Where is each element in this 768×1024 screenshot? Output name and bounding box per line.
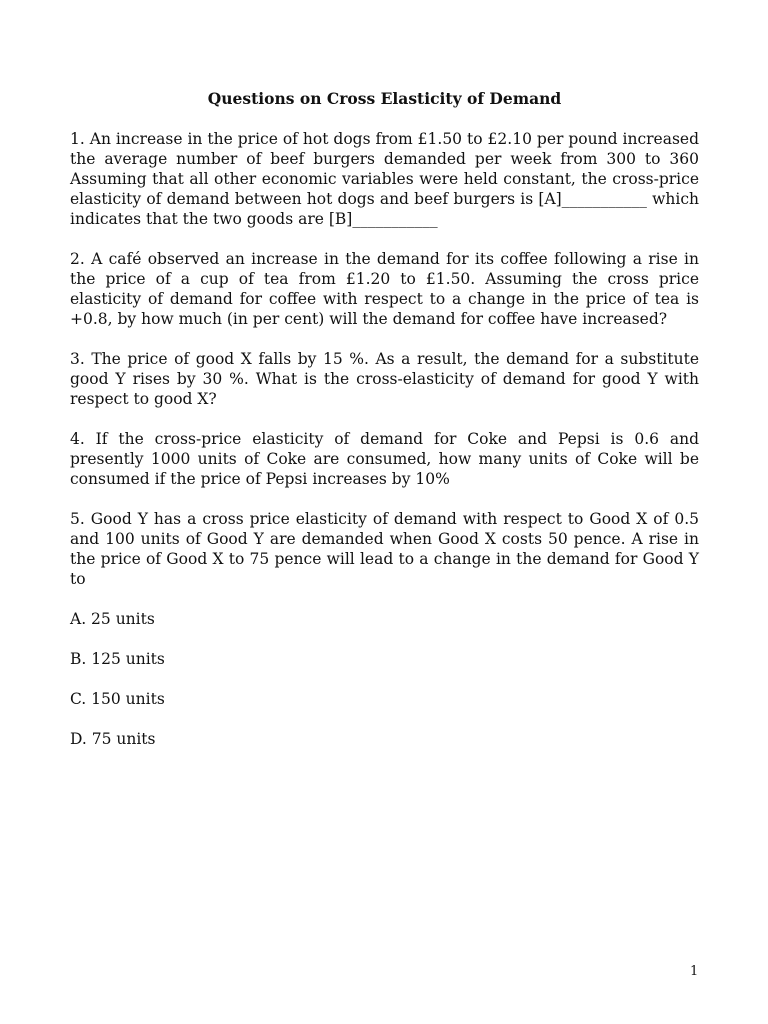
question-2: 2. A café observed an increase in the demand for its coffee following a rise in the price of a cup of tea from £1.20 to £1.50. Assuming the cross price elasticity of demand for coffee with respect to a change in the price of tea is +0.8, by how much (in per cent) will the demand for coffee have increased? xyxy=(70,250,699,328)
question-4: 4. If the cross-price elasticity of demand for Coke and Pepsi is 0.6 and presently 1000 units of Coke are consumed, how many units of Coke will be consumed if the price of Pepsi increases by 10% xyxy=(70,430,699,488)
question-3: 3. The price of good X falls by 15 %. As a result, the demand for a substitute good Y rises by 30 %. What is the cross-elasticity of demand for good Y with respect to good X? xyxy=(70,350,699,408)
option-a: A. 25 units xyxy=(70,610,155,628)
document-page xyxy=(70,88,699,769)
question-5: 5. Good Y has a cross price elasticity of demand with respect to Good X of 0.5 and 100 units of Good Y are demanded when Good X costs 50 pence. A rise in the price of Good X to 75 pence will lead to a change in the demand for Good Y to xyxy=(70,510,699,588)
option-b: B. 125 units xyxy=(70,650,165,668)
page-number: 1 xyxy=(690,964,699,979)
document-title: Questions on Cross Elasticity of Demand xyxy=(207,89,562,108)
option-d: D. 75 units xyxy=(70,730,156,748)
question-1: 1. An increase in the price of hot dogs from £1.50 to £2.10 per pound increased the average number of beef burgers demanded per week from 300 to 360 Assuming that all other economic variables were held constant, the cross-price elasticity of demand between hot dogs and beef burgers is [A]___________ which indicates that the two goods are [B]___________ xyxy=(70,130,699,228)
option-c: C. 150 units xyxy=(70,690,165,708)
